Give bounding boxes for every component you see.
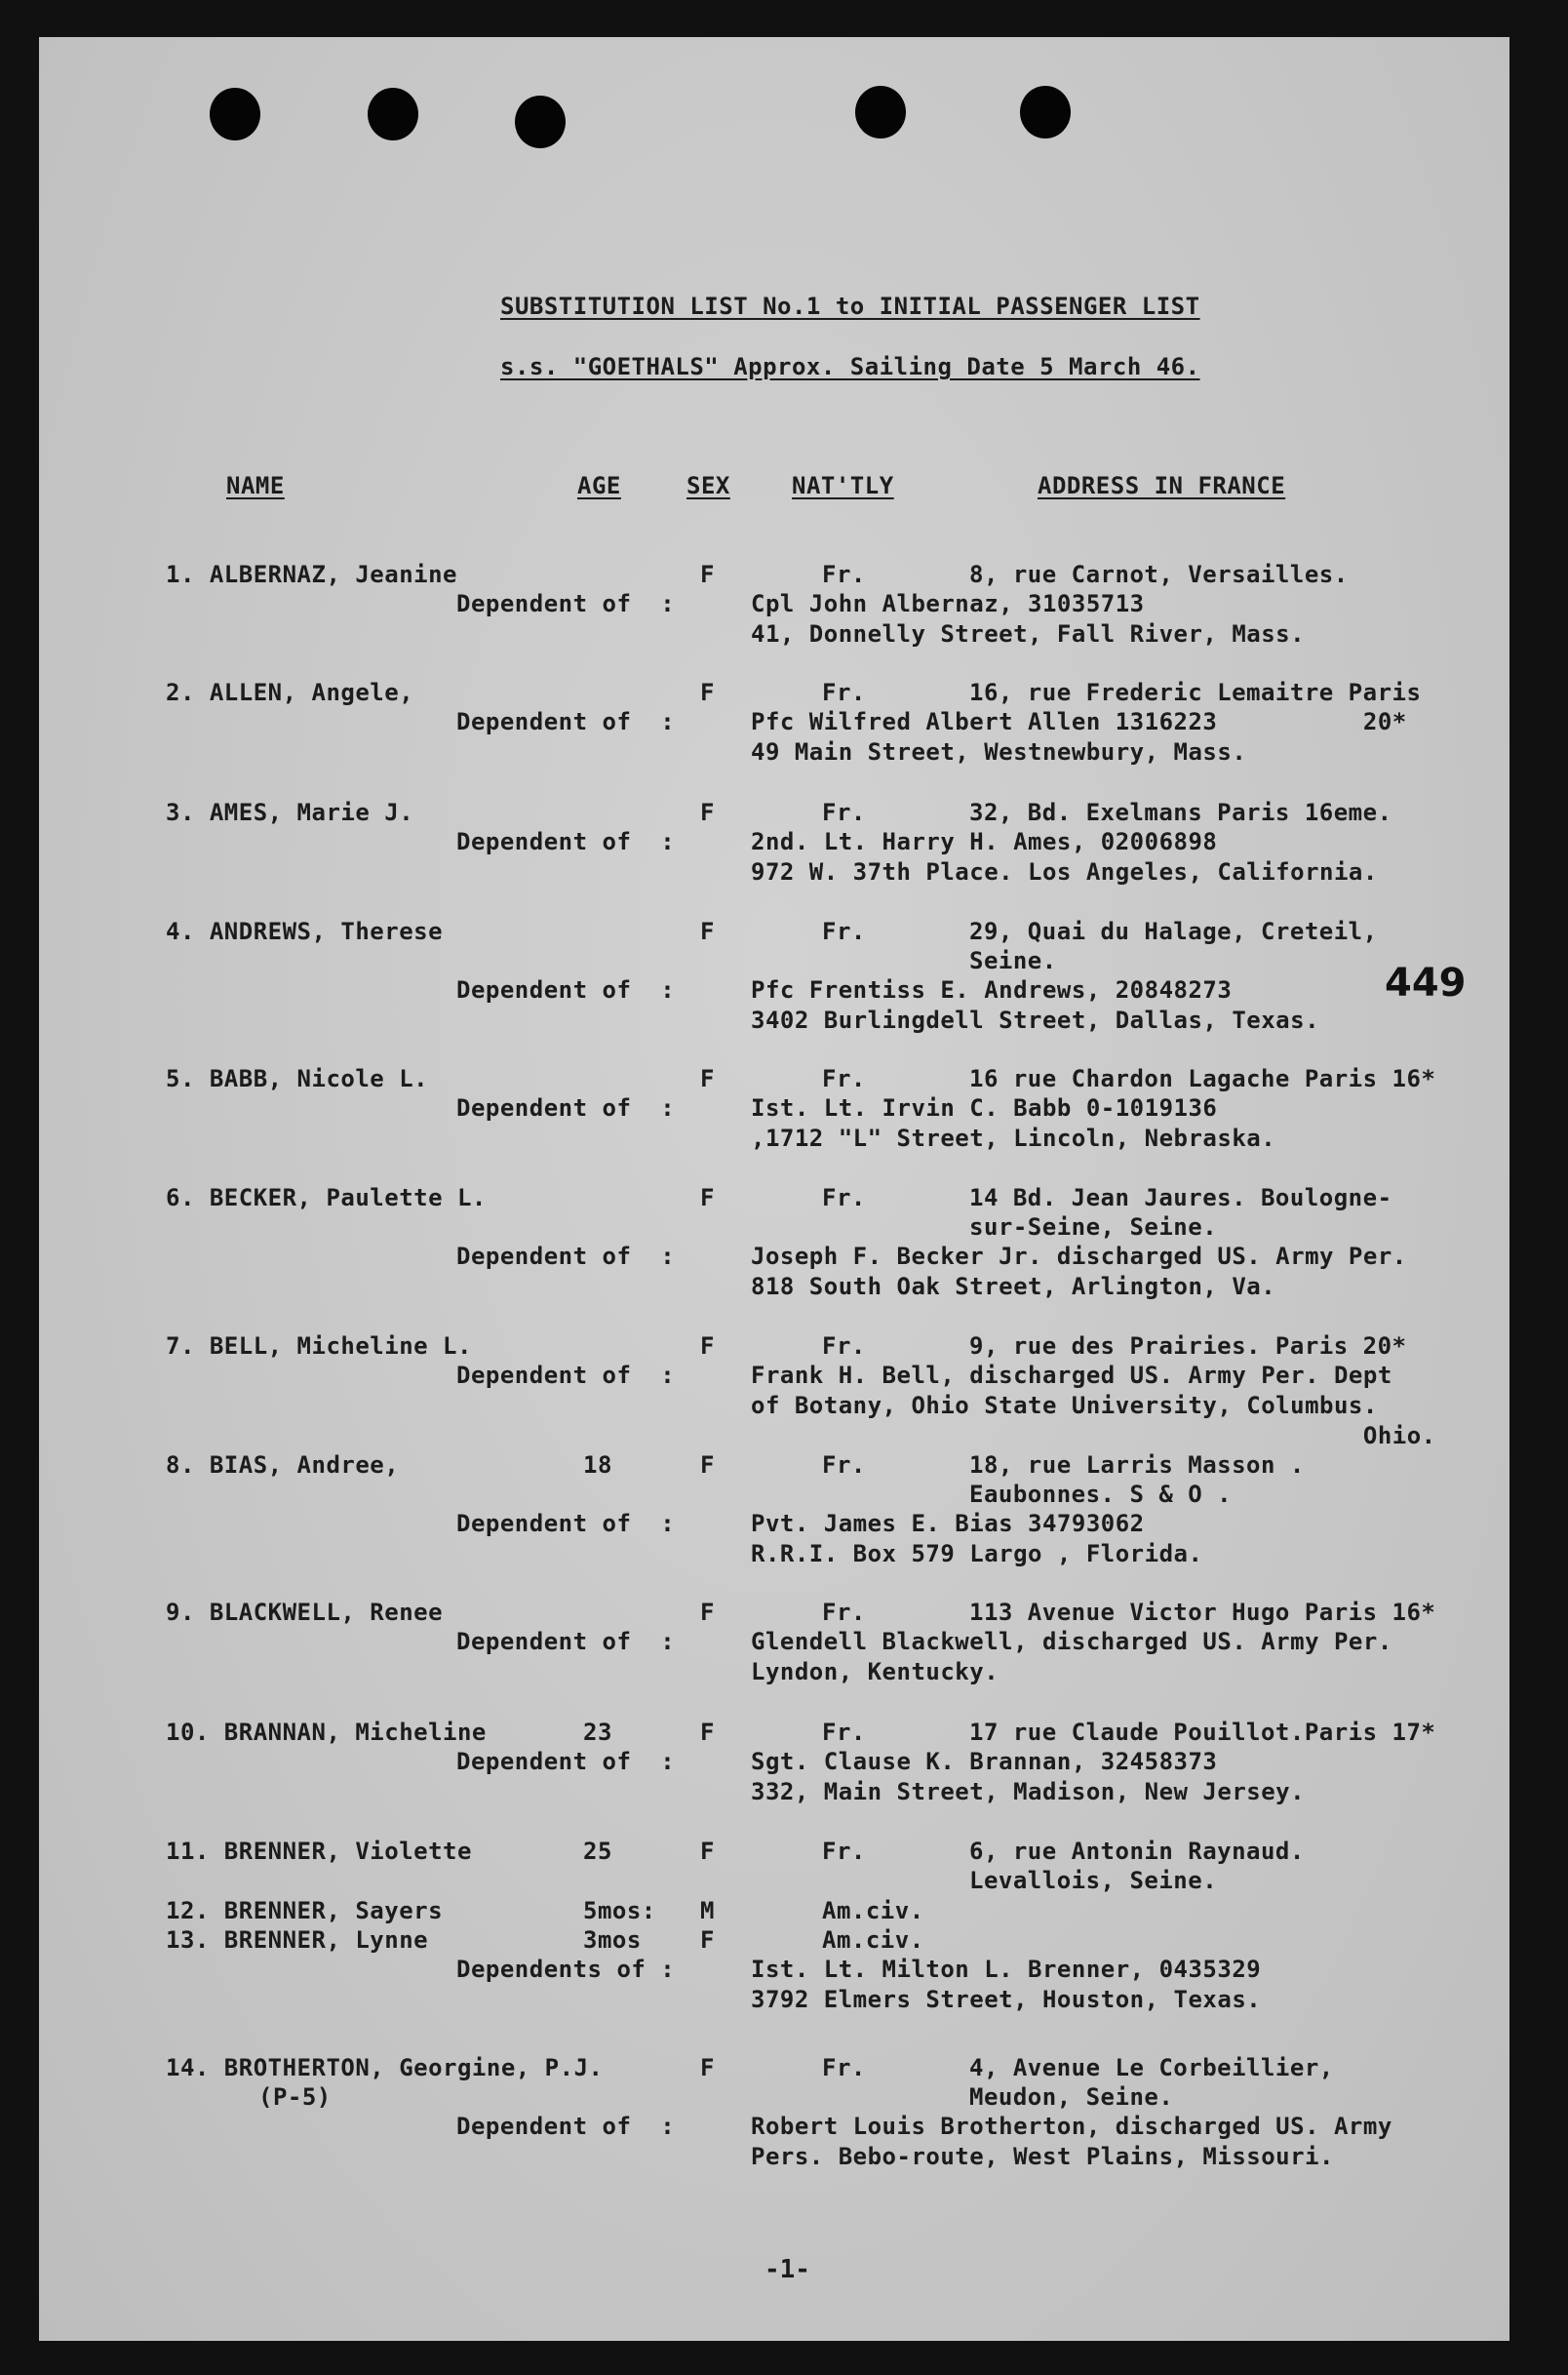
dependent-of-label: Dependent of : [456, 828, 676, 855]
passenger-nationality: Fr. [822, 679, 866, 706]
dependent-of-label: Dependents of : [456, 1956, 676, 1983]
dependent-of-label: Dependent of : [456, 1362, 676, 1389]
passenger-name: 7. BELL, Micheline L. [166, 1332, 472, 1360]
sponsor-detail-line: Joseph F. Becker Jr. discharged US. Army Per. [751, 1243, 1407, 1270]
passenger-name: 4. ANDREWS, Therese [166, 918, 444, 945]
passenger-address-line2: sur-Seine, Seine. [969, 1213, 1218, 1241]
sponsor-detail-line: Robert Louis Brotherton, discharged US. Army [751, 2113, 1392, 2140]
header-address: ADDRESS IN FRANCE [1038, 472, 1286, 499]
dependent-of-label: Dependent of : [456, 708, 676, 735]
passenger-address: 29, Quai du Halage, Creteil, [969, 918, 1378, 945]
document-subtitle: s.s. "GOETHALS" Approx. Sailing Date 5 March 46. [500, 353, 1200, 380]
passenger-sex: F [700, 918, 715, 945]
passenger-address: 113 Avenue Victor Hugo Paris 16* [969, 1599, 1436, 1626]
passenger-nationality: Fr. [822, 561, 866, 588]
passenger-sex: F [700, 1451, 715, 1479]
passenger-sex: F [700, 561, 715, 588]
punch-hole [368, 88, 418, 140]
sponsor-detail-line: Pfc Wilfred Albert Allen 1316223 20* [751, 708, 1407, 735]
passenger-address: 18, rue Larris Masson . [969, 1451, 1305, 1479]
passenger-address: 14 Bd. Jean Jaures. Boulogne- [969, 1184, 1392, 1211]
passenger-nationality: Fr. [822, 1451, 866, 1479]
sponsor-detail-line: 41, Donnelly Street, Fall River, Mass. [751, 620, 1306, 648]
passenger-sex: F [700, 1332, 715, 1360]
dependent-of-label: Dependent of : [456, 590, 676, 617]
sponsor-detail-line: Pvt. James E. Bias 34793062 [751, 1510, 1145, 1537]
sponsor-detail-line: Ist. Lt. Irvin C. Babb 0-1019136 [751, 1094, 1218, 1122]
dependent-of-label: Dependent of : [456, 1094, 676, 1122]
passenger-nationality: Fr. [822, 918, 866, 945]
passenger-age: 5mos: [583, 1897, 656, 1924]
passenger-sex: F [700, 1599, 715, 1626]
passenger-address: 17 rue Claude Pouillot.Paris 17* [969, 1719, 1436, 1746]
passenger-address-line2: Meudon, Seine. [969, 2083, 1174, 2111]
passenger-nationality: Fr. [822, 1838, 866, 1865]
passenger-name: 11. BRENNER, Violette [166, 1838, 472, 1865]
passenger-address: 9, rue des Prairies. Paris 20* [969, 1332, 1407, 1360]
passenger-nationality: Am.civ. [822, 1897, 924, 1924]
sponsor-detail-line: 3402 Burlingdell Street, Dallas, Texas. [751, 1007, 1320, 1034]
passenger-sex: F [700, 1838, 715, 1865]
sponsor-detail-line: 818 South Oak Street, Arlington, Va. [751, 1273, 1276, 1300]
sponsor-detail-line: Pfc Frentiss E. Andrews, 20848273 [751, 976, 1233, 1004]
passenger-name: 8. BIAS, Andree, [166, 1451, 400, 1479]
passenger-address: 4, Avenue Le Corbeillier, [969, 2054, 1334, 2081]
sponsor-detail-line: Glendell Blackwell, discharged US. Army Per. [751, 1628, 1392, 1655]
passenger-age: 25 [583, 1838, 612, 1865]
sponsor-detail-line: 49 Main Street, Westnewbury, Mass. [751, 738, 1247, 766]
sponsor-detail-line: Ist. Lt. Milton L. Brenner, 0435329 [751, 1956, 1262, 1983]
dependent-of-label: Dependent of : [456, 2113, 676, 2140]
passenger-sex: F [700, 2054, 715, 2081]
passenger-address: 16 rue Chardon Lagache Paris 16* [969, 1065, 1436, 1092]
sponsor-detail-line: of Botany, Ohio State University, Columbus. [751, 1392, 1378, 1419]
passenger-name: 14. BROTHERTON, Georgine, P.J. [166, 2054, 604, 2081]
dependent-of-label: Dependent of : [456, 1243, 676, 1270]
passenger-sex: M [700, 1897, 715, 1924]
sponsor-detail-line: R.R.I. Box 579 Largo , Florida. [751, 1540, 1203, 1567]
page-number: -1- [764, 2255, 810, 2284]
passenger-sex: F [700, 799, 715, 826]
sponsor-detail-line: 2nd. Lt. Harry H. Ames, 02006898 [751, 828, 1218, 855]
sponsor-detail-line: Cpl John Albernaz, 31035713 [751, 590, 1145, 617]
punch-hole [210, 88, 260, 140]
passenger-sex: F [700, 1719, 715, 1746]
passenger-sex: F [700, 1065, 715, 1092]
passenger-address: 8, rue Carnot, Versailles. [969, 561, 1349, 588]
passenger-name: 6. BECKER, Paulette L. [166, 1184, 487, 1211]
document-title: SUBSTITUTION LIST No.1 to INITIAL PASSENGER LIST [500, 293, 1200, 320]
passenger-nationality: Fr. [822, 799, 866, 826]
passenger-address-line2: Seine. [969, 947, 1057, 974]
sponsor-detail-line: Frank H. Bell, discharged US. Army Per. Dept [751, 1362, 1392, 1389]
sponsor-detail-line: 972 W. 37th Place. Los Angeles, California. [751, 858, 1378, 886]
passenger-name: 5. BABB, Nicole L. [166, 1065, 429, 1092]
passenger-nationality: Am.civ. [822, 1926, 924, 1954]
passenger-name: 10. BRANNAN, Micheline [166, 1719, 487, 1746]
passenger-name: 3. AMES, Marie J. [166, 799, 414, 826]
sponsor-detail-line: Lyndon, Kentucky. [751, 1658, 1000, 1685]
header-nationality: NAT'TLY [792, 472, 894, 499]
dependent-of-label: Dependent of : [456, 1510, 676, 1537]
passenger-sex: F [700, 1926, 715, 1954]
header-sex: SEX [686, 472, 730, 499]
punch-hole [1020, 86, 1071, 139]
passenger-age: 18 [583, 1451, 612, 1479]
header-name: NAME [226, 472, 285, 499]
sponsor-detail-line: Pers. Bebo-route, West Plains, Missouri. [751, 2143, 1334, 2170]
sponsor-detail-line: 332, Main Street, Madison, New Jersey. [751, 1778, 1306, 1805]
passenger-address: 16, rue Frederic Lemaitre Paris [969, 679, 1422, 706]
passenger-address-line2: Eaubonnes. S & O . [969, 1481, 1233, 1508]
passenger-nationality: Fr. [822, 2054, 866, 2081]
passenger-nationality: Fr. [822, 1184, 866, 1211]
passenger-address: 32, Bd. Exelmans Paris 16eme. [969, 799, 1392, 826]
passenger-sex: F [700, 1184, 715, 1211]
passenger-nationality: Fr. [822, 1065, 866, 1092]
passenger-age: 3mos [583, 1926, 642, 1954]
dependent-of-label: Dependent of : [456, 1748, 676, 1775]
passenger-name: 9. BLACKWELL, Renee [166, 1599, 444, 1626]
header-age: AGE [577, 472, 621, 499]
passenger-nationality: Fr. [822, 1719, 866, 1746]
sponsor-detail-line: Ohio. [751, 1422, 1436, 1449]
dependent-of-label: Dependent of : [456, 976, 676, 1004]
sponsor-detail-line: Sgt. Clause K. Brannan, 32458373 [751, 1748, 1218, 1775]
passenger-address: 6, rue Antonin Raynaud. [969, 1838, 1305, 1865]
page-stamp-number: 449 [1385, 961, 1467, 1006]
punch-hole [855, 86, 906, 139]
dependent-of-label: Dependent of : [456, 1628, 676, 1655]
passenger-name: 12. BRENNER, Sayers [166, 1897, 444, 1924]
passenger-name: 13. BRENNER, Lynne [166, 1926, 429, 1954]
passenger-nationality: Fr. [822, 1332, 866, 1360]
passenger-sex: F [700, 679, 715, 706]
passenger-name: 1. ALBERNAZ, Jeanine [166, 561, 457, 588]
passenger-nationality: Fr. [822, 1599, 866, 1626]
passenger-name-note: (P-5) [258, 2083, 332, 2111]
punch-hole [515, 96, 566, 148]
passenger-address-line2: Levallois, Seine. [969, 1867, 1218, 1894]
passenger-name: 2. ALLEN, Angele, [166, 679, 414, 706]
sponsor-detail-line: ,1712 "L" Street, Lincoln, Nebraska. [751, 1125, 1276, 1152]
sponsor-detail-line: 3792 Elmers Street, Houston, Texas. [751, 1986, 1262, 2013]
passenger-age: 23 [583, 1719, 612, 1746]
